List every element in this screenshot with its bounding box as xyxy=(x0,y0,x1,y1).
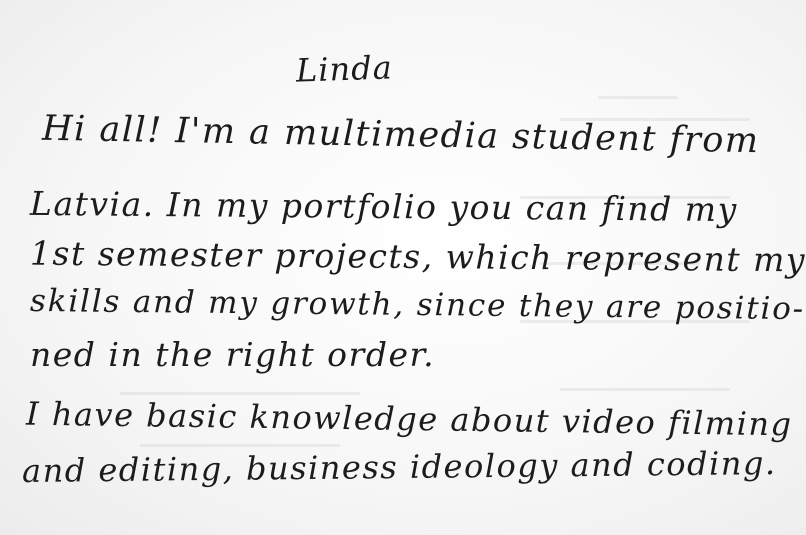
bleed-through-mark xyxy=(598,96,678,99)
note-line-6: I have basic knowledge about video filming xyxy=(25,394,793,444)
note-line-3: 1st semester projects, which represent my xyxy=(29,233,806,280)
note-line-1: Hi all! I'm a multimedia student from xyxy=(41,108,760,162)
bleed-through-mark xyxy=(120,392,360,395)
signature-name: Linda xyxy=(295,48,394,90)
bleed-through-mark xyxy=(560,388,730,391)
note-line-4: skills and my growth, since they are positio- xyxy=(29,282,806,328)
note-line-5: ned in the right order. xyxy=(30,335,436,374)
note-line-7: and editing, business ideology and coding. xyxy=(21,444,777,490)
bleed-through-mark xyxy=(140,444,340,447)
note-line-2: Latvia. In my portfolio you can find my xyxy=(29,183,738,230)
